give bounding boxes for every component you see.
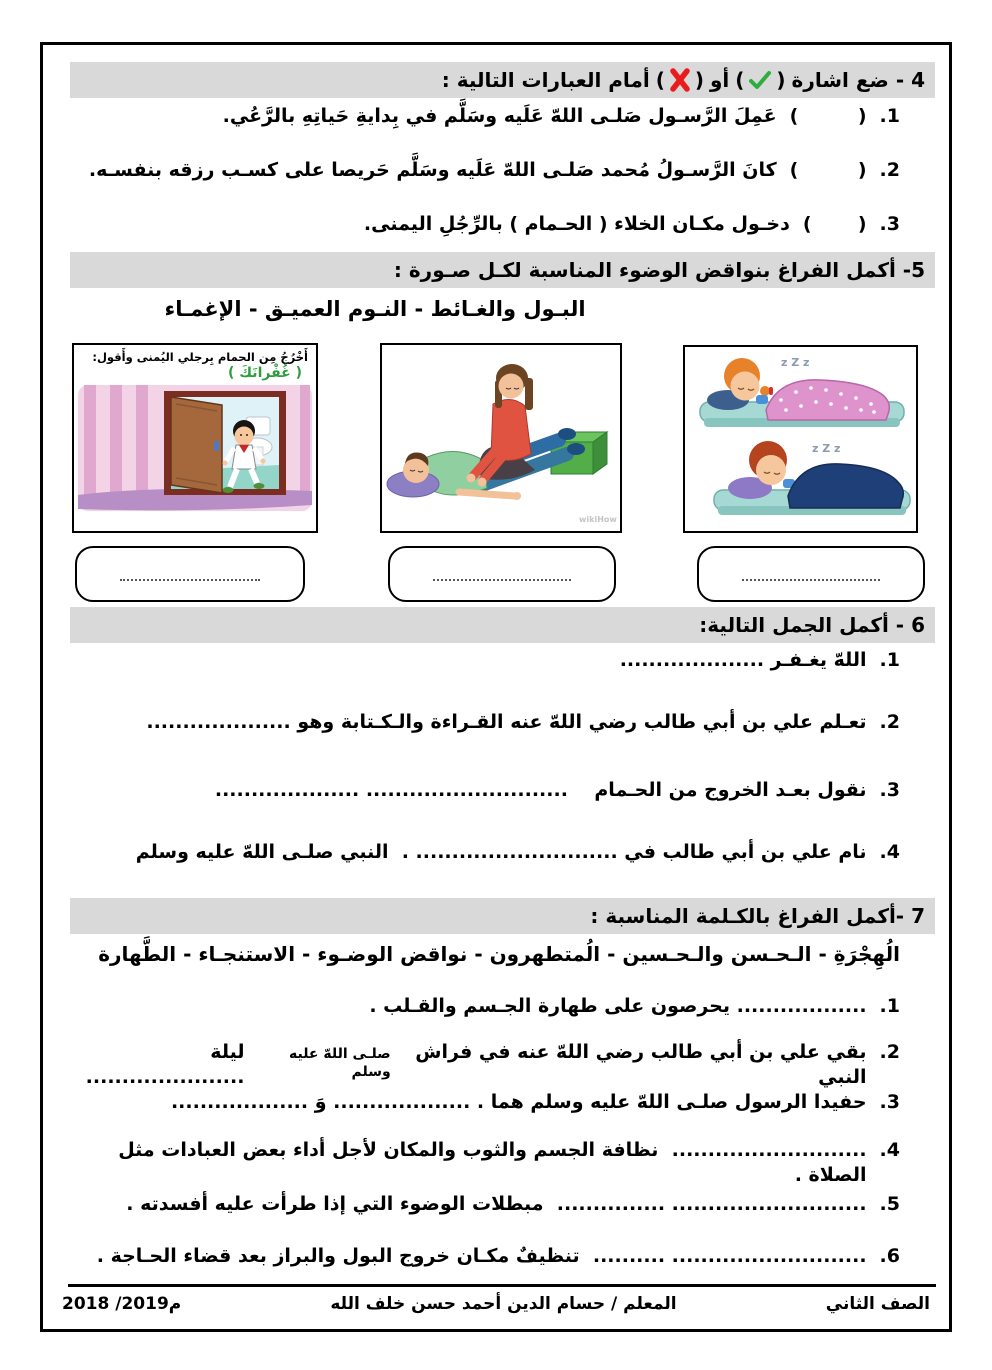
sentence-text-a: بقي علي بن أبي طالب رضي اللهّ عنه في فراش النبي xyxy=(408,1041,867,1088)
q5-word-bank: البـول والغـائط - النـوم العميـق - الإغمـاء xyxy=(164,297,586,321)
watermark-text: wikiHow xyxy=(579,515,617,524)
q5-answer-box-1 xyxy=(75,546,305,602)
item-number: 6. xyxy=(879,1245,900,1267)
q5-image-sleep xyxy=(683,345,918,533)
q5-answer-box-3 xyxy=(697,546,925,602)
statement-text: عَمِلَ الرَّسـول صَلـى اللهّ عَلَيه وسَلَّم في بِدايةِ حَياتِهِ بالرَّعُي. xyxy=(222,105,777,127)
sentence-text: تعـلم علي بن أبي طالب رضي اللهّ عنه القـراءة والـكـتابة وهو .................... xyxy=(146,711,867,733)
footer-divider xyxy=(68,1284,936,1287)
q7-item-1 xyxy=(62,994,900,1019)
item-number: 4. xyxy=(879,1139,900,1161)
item-number: 1. xyxy=(879,995,900,1017)
q6-item-2 xyxy=(62,710,900,735)
open-paren: ( xyxy=(776,68,786,92)
sentence-text: .................. يحرصون على طهارة الجـسم والقـلب . xyxy=(369,995,867,1017)
section4-or-word: أو xyxy=(709,68,730,92)
item-number: 3. xyxy=(879,1091,900,1113)
teacher-name: المعلم / حسام الدين أحمد حسن خلف الله xyxy=(330,1294,677,1314)
q5-image-bathroom xyxy=(72,343,318,533)
cross-paren-group xyxy=(656,68,704,92)
q4-item-2 xyxy=(62,158,900,183)
section4-title-prefix: 4 - ضع اشارة xyxy=(791,68,925,92)
q5-answer-box-2 xyxy=(388,546,616,602)
section7-header xyxy=(70,898,935,934)
statement-text: دخـول مكـان الخلاء ( الحـمام ) بالرِّجُلِ اليمنى. xyxy=(363,213,790,235)
answer-bracket: ( ) xyxy=(802,213,867,235)
sentence-text: نام علي بن أبي طالب في ............................ . النبي صلـى اللهّ عليه وسلم xyxy=(135,841,867,863)
q7-item-6 xyxy=(62,1244,900,1269)
sleeping-children-illustration xyxy=(686,348,915,530)
answer-blank-line xyxy=(742,579,881,581)
cross-icon xyxy=(669,68,691,92)
close-paren: ) xyxy=(655,68,665,92)
sleep-zzz-bottom: z Z z xyxy=(812,442,841,455)
q7-item-2 xyxy=(62,1040,900,1089)
sentence-text: ........................... نظافة الجسم والثوب والمكان لأجل أداء بعض العبادات مثل الصلاة . xyxy=(111,1139,867,1186)
item-number: 3. xyxy=(879,213,900,235)
answer-bracket: ( ) xyxy=(789,105,867,127)
sentence-text: حفيدا الرسول صلـى اللهّ عليه وسلم هما . ................... وَ ................... xyxy=(170,1091,867,1113)
q6-item-1 xyxy=(62,648,900,673)
q7-item-3 xyxy=(62,1090,900,1115)
sleep-zzz-top: z Z z xyxy=(781,356,810,369)
sentence-text: نقول بعـد الخروج من الحـمام ............................ .................... xyxy=(214,779,867,801)
q4-item-1 xyxy=(62,104,900,129)
q7-item-4 xyxy=(62,1138,900,1187)
open-paren: ( xyxy=(694,68,704,92)
section6-title: 6 - أكمل الجمل التالية: xyxy=(699,613,925,637)
answer-blank-line xyxy=(120,579,260,581)
school-year: م2019/ 2018 xyxy=(62,1294,182,1314)
bathroom-exit-illustration xyxy=(76,383,314,513)
section7-title: 7 -أكمل الفراغ بالكـلمة المناسبة : xyxy=(590,904,925,928)
check-paren-group xyxy=(735,68,785,92)
answer-bracket: ( ) xyxy=(789,159,867,181)
close-paren: ) xyxy=(735,68,745,92)
item-number: 2. xyxy=(879,711,900,733)
item-number: 3. xyxy=(879,779,900,801)
section5-header xyxy=(70,252,935,288)
check-icon xyxy=(748,70,772,90)
sentence-text: اللهّ يغـفـر .................... xyxy=(619,649,867,671)
salawat-small-text: صلـى اللهّ عليه وسلم xyxy=(284,1046,391,1081)
q6-item-3 xyxy=(62,778,900,803)
section6-header xyxy=(70,607,935,643)
q5-image-fainting xyxy=(380,343,622,533)
item-number: 2. xyxy=(879,159,900,181)
fainting-first-aid-illustration xyxy=(383,346,619,530)
item-number: 1. xyxy=(879,105,900,127)
item-number: 1. xyxy=(879,649,900,671)
footer xyxy=(62,1294,930,1314)
q7-item-5 xyxy=(62,1192,900,1217)
item-number: 2. xyxy=(879,1041,900,1063)
grade-label: الصف الثاني xyxy=(825,1294,930,1314)
bathroom-caption-line2: ( غُفْرانَكَ ) xyxy=(228,364,302,381)
sentence-text-b: ليلة ...................... xyxy=(85,1041,245,1088)
q6-item-4 xyxy=(62,840,900,865)
section5-title: 5- أكمل الفراغ بنواقض الوضوء المناسبة لكـل صـورة : xyxy=(393,258,925,282)
item-number: 5. xyxy=(879,1193,900,1215)
statement-text: كانَ الرَّسـولُ مُحمد صَلـى اللهّ عَلَيه وسَلَّم حَريصا على كسـب رزقه بنفسـه. xyxy=(88,159,777,181)
q7-word-bank: الُهِجْرَةِ - الـحـسن والـحـسين - الُمتطهرون - نواقض الوضـوء - الاستنجـاء - الطَّهارة xyxy=(98,942,900,966)
q4-item-3 xyxy=(62,212,900,237)
answer-blank-line xyxy=(433,579,572,581)
section4-title-suffix: أمام العبارات التالية : xyxy=(441,68,650,92)
item-number: 4. xyxy=(879,841,900,863)
sentence-text: ........................... ............... مبطلات الوضوء التي إذا طرأت عليه أفسدته . xyxy=(126,1193,867,1215)
sentence-text: ........................... .......... تنظيفٌ مكـان خروج البول والبراز بعد قضاء الحـاجة . xyxy=(96,1245,867,1267)
section4-header xyxy=(70,62,935,98)
bathroom-caption-line1: أَخْرُجُ مِن الحمام بِرجلي اليُمنى وأَقول: xyxy=(92,350,308,364)
